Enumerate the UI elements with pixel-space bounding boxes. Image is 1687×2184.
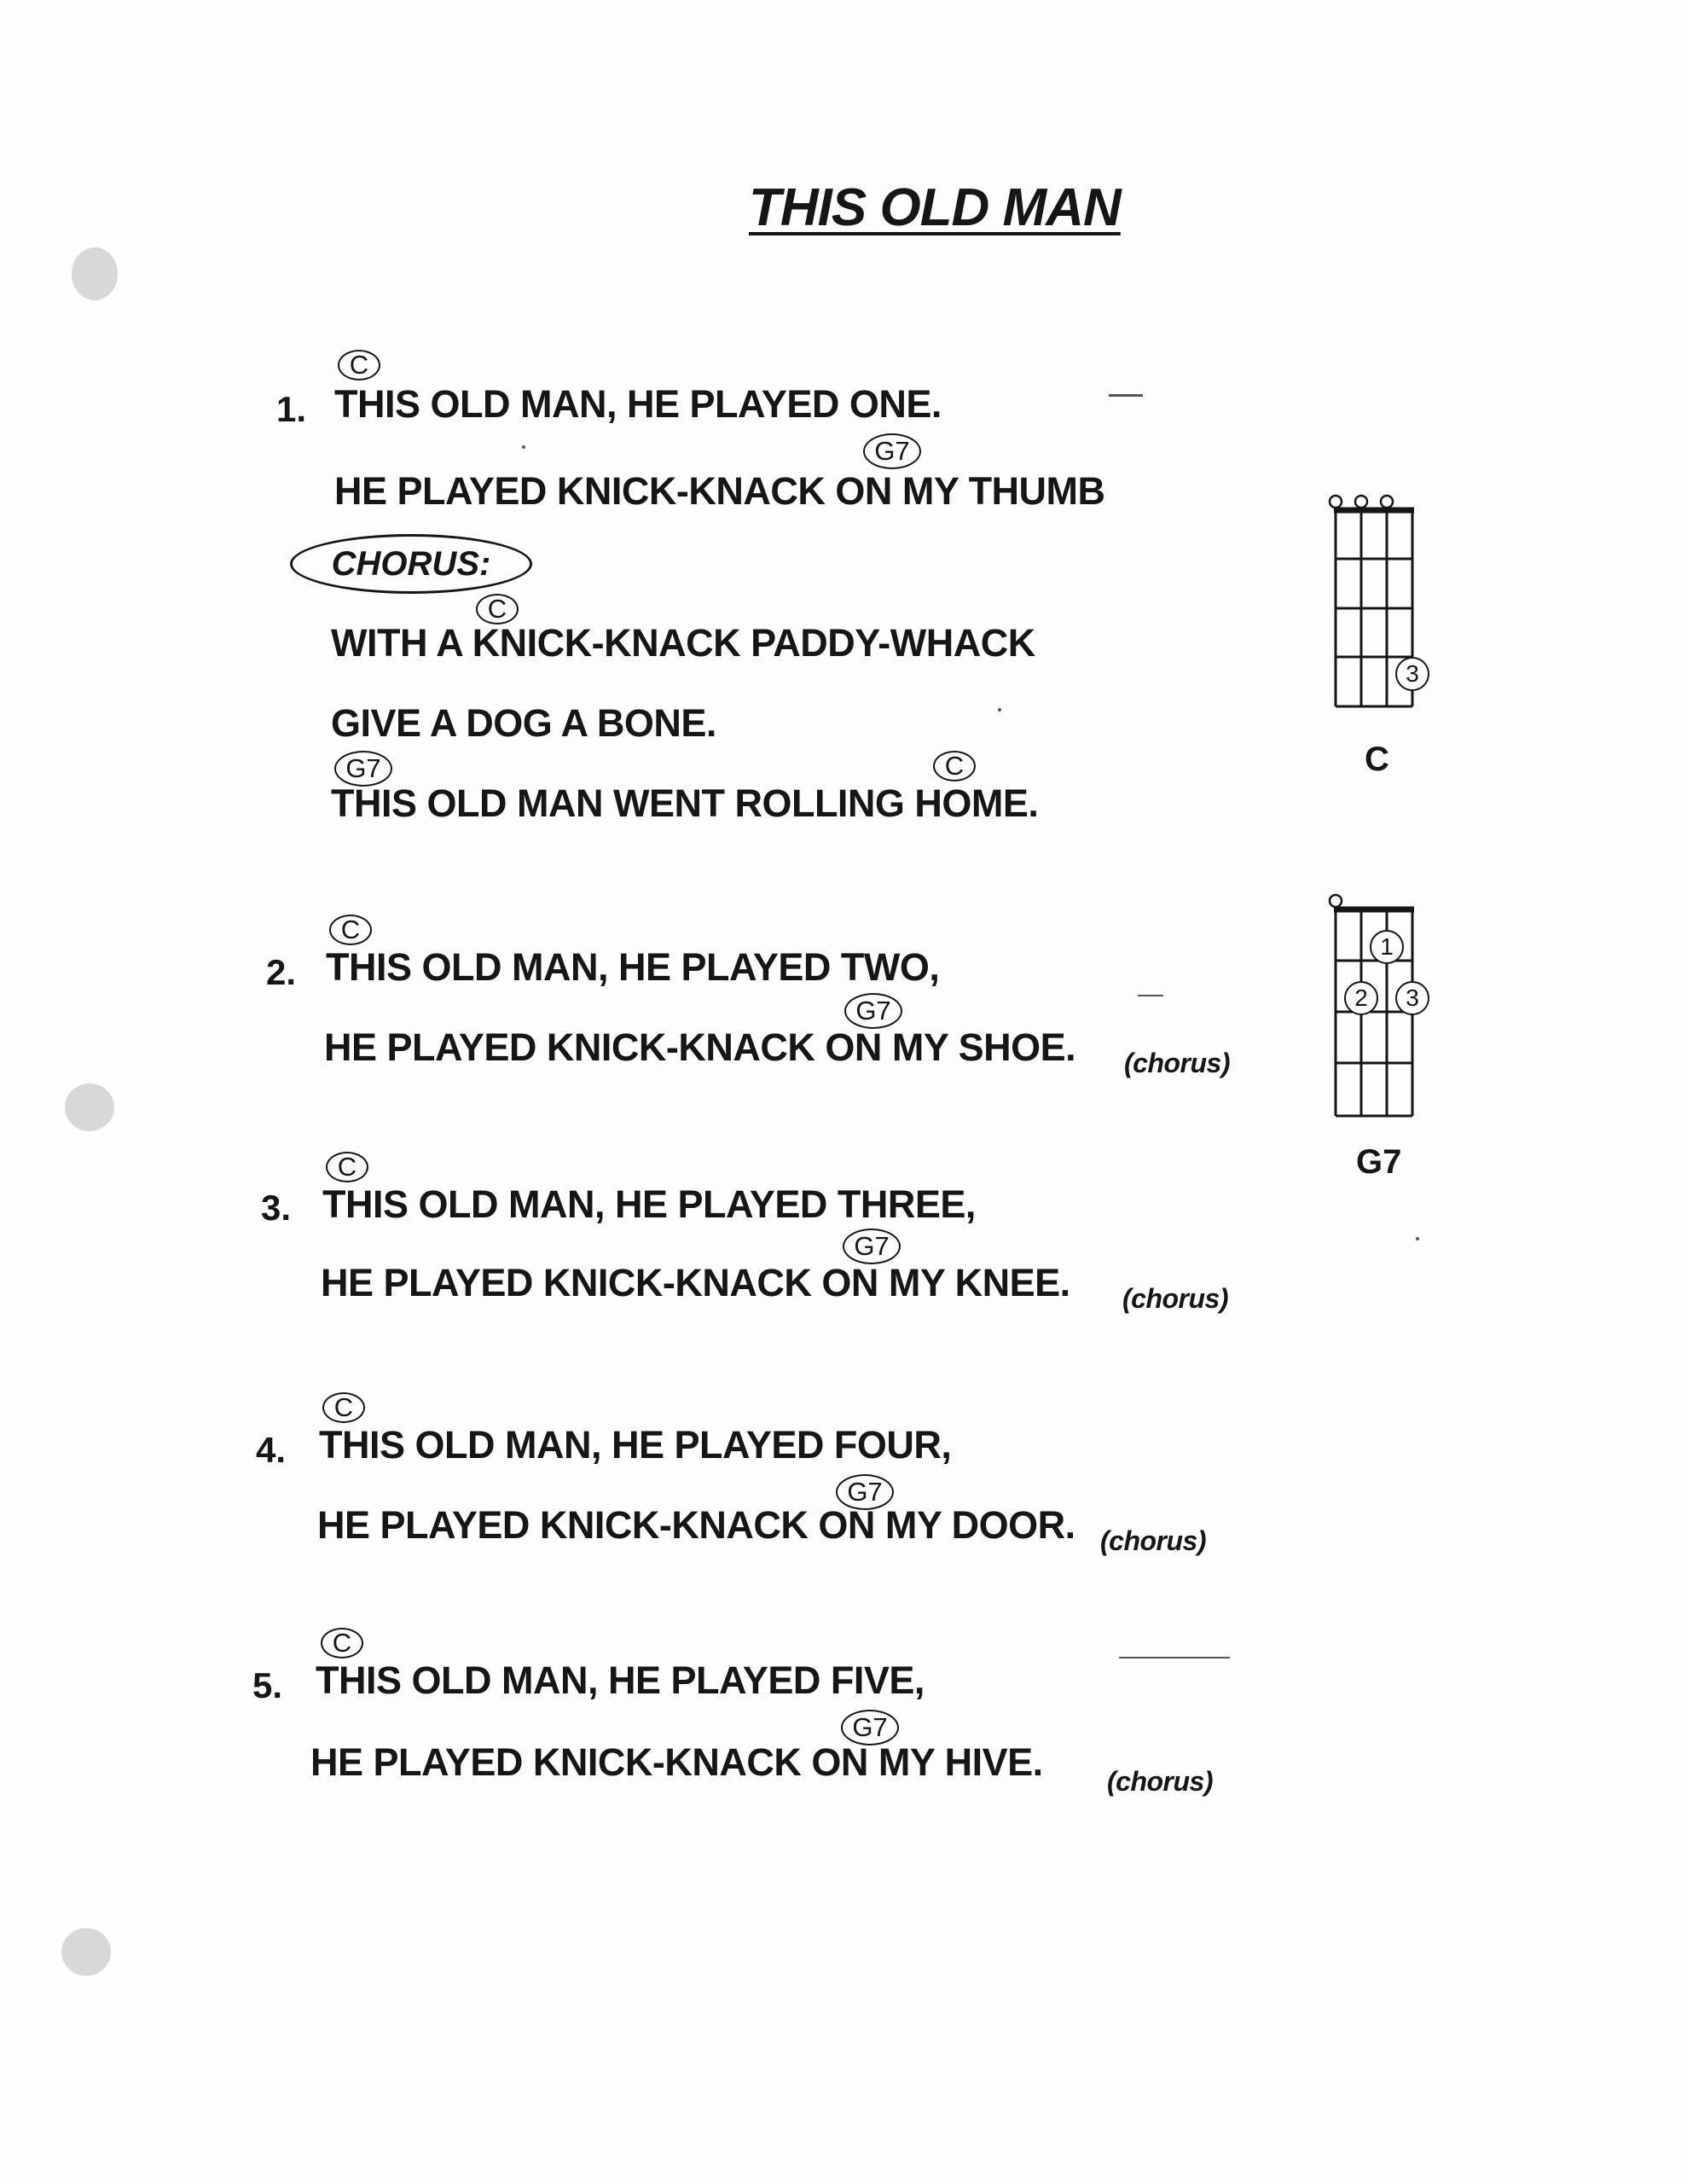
chord-name-g7: G7 (1356, 1143, 1402, 1181)
chord-marker-g7: G7 (863, 433, 921, 469)
punch-hole-bottom (61, 1928, 111, 1976)
chord-marker-g7: G7 (841, 1710, 899, 1745)
chord-marker-c: C (933, 751, 976, 781)
chorus-line: THIS OLD MAN WENT ROLLING HOME. (331, 781, 1039, 825)
chord-marker-g7: G7 (836, 1474, 894, 1510)
scan-speck (998, 708, 1001, 712)
chorus-line: GIVE A DOG A BONE. (331, 701, 716, 745)
verse-number: 5. (252, 1665, 283, 1705)
scan-speck (1109, 394, 1143, 397)
lyric-line: HE PLAYED KNICK-KNACK ON MY SHOE. (324, 1025, 1076, 1069)
finger-marker: 3 (1395, 657, 1429, 691)
song-title: THIS OLD MAN (749, 178, 1121, 237)
chord-marker-g7: G7 (844, 993, 902, 1029)
lyric-line: HE PLAYED KNICK-KNACK ON MY HIVE. (310, 1740, 1043, 1784)
verse-number: 3. (261, 1188, 292, 1228)
lyric-line: HE PLAYED KNICK-KNACK ON MY KNEE. (321, 1261, 1070, 1304)
finger-marker: 3 (1395, 981, 1429, 1015)
chorus-note-text: (chorus) (1122, 1283, 1228, 1314)
scan-speck (1138, 995, 1163, 996)
finger-marker: 2 (1344, 981, 1378, 1015)
chorus-note-text: (chorus) (1124, 1048, 1230, 1078)
chord-diagram-c (1313, 493, 1433, 715)
chord-marker-g7: G7 (334, 751, 392, 787)
chorus-note (1107, 1756, 1213, 1800)
lyric-line: THIS OLD MAN, HE PLAYED FOUR, (319, 1423, 952, 1467)
chord-diagram-g7 (1313, 892, 1433, 1123)
lyric-line: THIS OLD MAN, HE PLAYED THREE, (322, 1182, 976, 1226)
lyric-line: HE PLAYED KNICK-KNACK ON MY THUMB (334, 469, 1105, 513)
verse-number: 2. (266, 952, 297, 992)
chord-marker-c: C (321, 1628, 363, 1658)
verse-number: 4. (256, 1430, 287, 1470)
chord-marker-c: C (326, 1152, 368, 1182)
chorus-note-text: (chorus) (1100, 1525, 1206, 1556)
chorus-note (1100, 1515, 1206, 1560)
chord-marker-c: C (322, 1392, 365, 1423)
chorus-label: CHORUS: (290, 534, 532, 594)
scan-speck (522, 445, 525, 449)
finger-marker: 1 (1370, 930, 1404, 964)
chord-marker-g7: G7 (843, 1228, 901, 1264)
chord-marker-c: C (476, 594, 519, 624)
lyric-line: THIS OLD MAN, HE PLAYED FIVE, (316, 1658, 925, 1702)
punch-hole-middle (65, 1083, 114, 1131)
chord-name-c: C (1365, 741, 1389, 778)
chorus-note (1124, 1037, 1230, 1082)
chorus-note-text: (chorus) (1107, 1766, 1213, 1797)
lyric-line: THIS OLD MAN, HE PLAYED ONE. (334, 382, 942, 426)
chord-marker-c: C (338, 350, 380, 380)
scan-speck (1416, 1237, 1419, 1240)
chorus-line: WITH A KNICK-KNACK PADDY-WHACK (331, 621, 1035, 665)
verse-number: 1. (276, 389, 307, 429)
scan-speck (1119, 1657, 1230, 1658)
punch-hole-top (72, 247, 118, 300)
lyric-line: HE PLAYED KNICK-KNACK ON MY DOOR. (317, 1503, 1075, 1547)
chord-marker-c: C (329, 915, 372, 945)
lyric-line: THIS OLD MAN, HE PLAYED TWO, (326, 945, 940, 989)
chorus-note (1122, 1273, 1228, 1317)
